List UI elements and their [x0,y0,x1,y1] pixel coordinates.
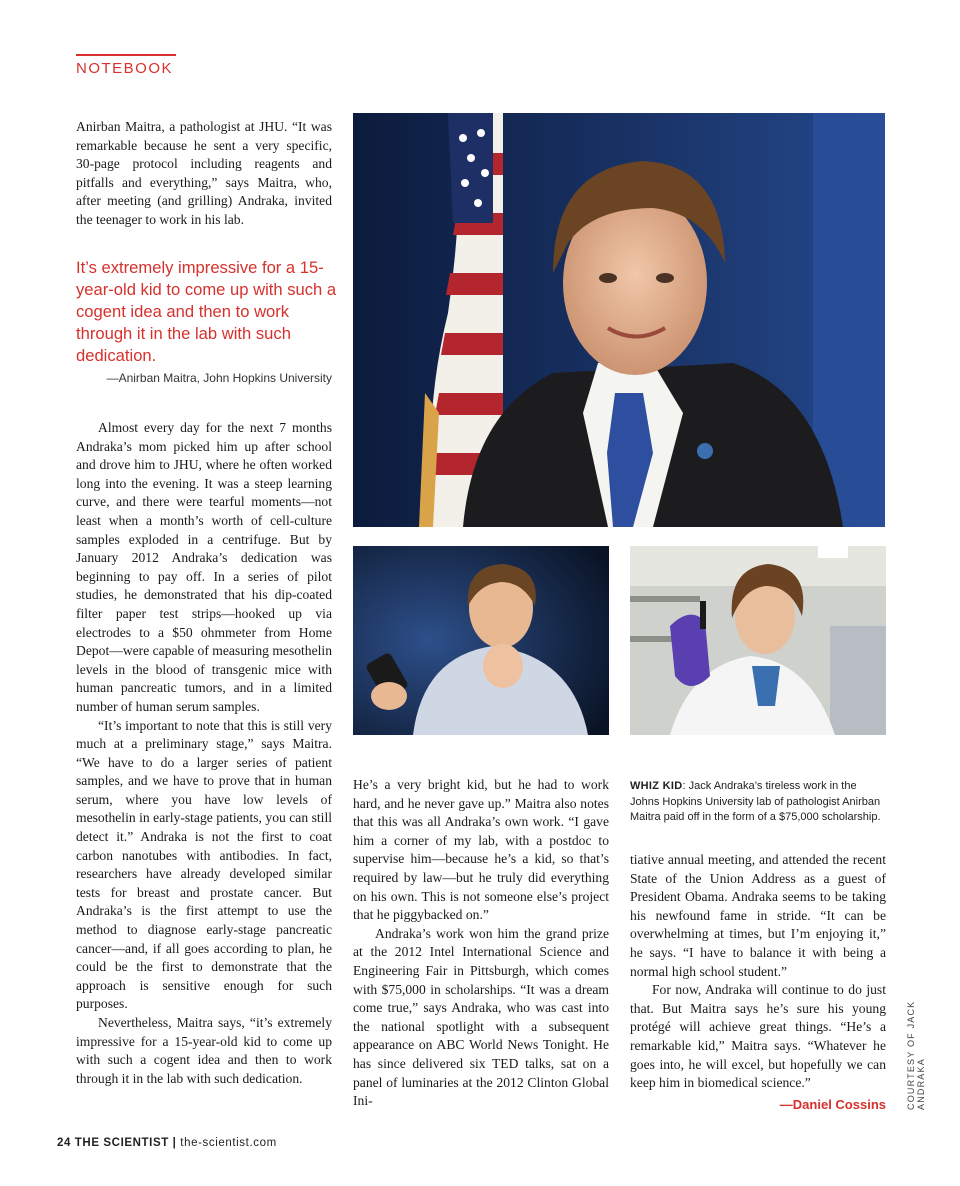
col1-opening-paragraph: Anirban Maitra, a pathologist at JHU. “It was remarkable because he sent a very specific, 30-page protocol including reagents and pitfalls and everything,” says Maitra, who, after meeting (and grilling) Andraka, invited the teenager to work in his lab. [76,119,332,227]
caption-label: WHIZ KID [630,780,683,792]
footer-separator: | [172,1137,177,1149]
col2-paragraph-2: Andraka’s work won him the grand prize at the 2012 Intel International Science and Engineering Fair in Pittsburgh, which comes with $75,000 in scholarships. “It was a dream come true,” says Andraka, who was cast into the national spotlight with a subsequent appearance on ABC World News Tonight. He has since delivered six TED talks, sat on a panel of luminaries at the 2012 Clinton Global Ini- [353,925,609,1109]
col1-paragraph-1: Almost every day for the next 7 months Andraka’s mom picked him up after school and drove him to JHU, where he often worked long into the evening. It was a steep learning curve, and there were tearful moments—not least when a month’s worth of cell-culture samples exploded in a centrifuge. But by January 2012 Andraka’s dedication was beginning to pay off. In a series of pilot studies, he demonstrated that his dip-coated filter paper test strips—hooked up via electrodes to a $50 ohmmeter from Home Depot—were capable of measuring mesothelin levels in the blood of transgenic mice with human pancreatic tumors, and in a limited number of human serum samples. [76,420,332,714]
section-rule [76,54,176,56]
page-number: 24 [57,1137,71,1149]
lab-image [630,546,886,735]
ted-talk-photo [353,546,609,735]
magazine-name: THE SCIENTIST [74,1137,169,1149]
column-3 [630,851,886,1093]
author-signature: —Daniel Cossins [779,1097,886,1112]
col1-paragraph-3: Nevertheless, Maitra says, “it’s extremely impressive for a 15-year-old kid to come up with such a cogent idea and then to work through it in the lab with such dedication. [76,1015,332,1086]
column-2 [353,776,609,1111]
col3-paragraph-2: For now, Andraka will continue to do just that. But Maitra says he’s sure his young protégé will achieve great things. “He’s a remarkable kid,” Maitra says. “Whatever he goes into, he will excel, but hopefully we can keep him in biomedical science.” [630,982,886,1091]
portrait-image [353,113,885,527]
photo-credit: COURTESY OF JACK ANDRAKA [906,1000,926,1110]
website-link[interactable]: the-scientist.com [180,1137,277,1149]
photo-caption [630,779,888,826]
column-1-body [76,419,332,1088]
section-title: NOTEBOOK [76,60,174,77]
lab-photo [630,546,886,735]
pull-quote-attribution: —Anirban Maitra, John Hopkins University [106,371,332,385]
pull-quote: It’s extremely impressive for a 15-year-old kid to come up with such a cogent idea and then to work through it in the lab with such dedication. [76,258,337,365]
column-1-top [76,118,332,230]
ted-talk-image [353,546,609,735]
col2-paragraph-1: He’s a very bright kid, but he had to work hard, and he never gave up.” Maitra also notes that this was all Andraka’s own work. “I gave him a corner of my lab, with a postdoc to supervise him—because he’s a kid, so that’s required by law—but he truly did everything on his own. This is not someone else’s project that he piggybacked on.” [353,777,609,923]
main-photo [353,113,885,527]
col1-paragraph-2: “It’s important to note that this is still very much at a preliminary stage,” says Maitra. “We have to do a larger series of patient samples, and we have to prove that in human serum, where you have low levels of mesothelin in early-stage patients, you can still detect it.” Andraka is not the first to coat carbon nanotubes with antibodies. In fact, researchers have already developed similar tests for breast and prostate cancer. But Andraka’s is the first attempt to use the method to diagnose early-stage pancreatic cancer—and, if all goes according to plan, he could be the first to demonstrate that the approach is sensitive enough for such purposes. [76,717,332,1012]
col3-paragraph-1: tiative annual meeting, and attended the recent State of the Union Address as a guest of President Obama. Andraka seems to be taking his newfound fame in stride. “It can be overwhelming at times, but I’m enjoying it,” he says. “I have to balance it with being a normal high school student.” [630,852,886,979]
page-footer [57,1137,277,1149]
caption-text: : Jack Andraka’s tireless work in the Johns Hopkins University lab of pathologist Anirban Maitra paid off in the form of a $75,000 scholarship. [630,780,881,823]
